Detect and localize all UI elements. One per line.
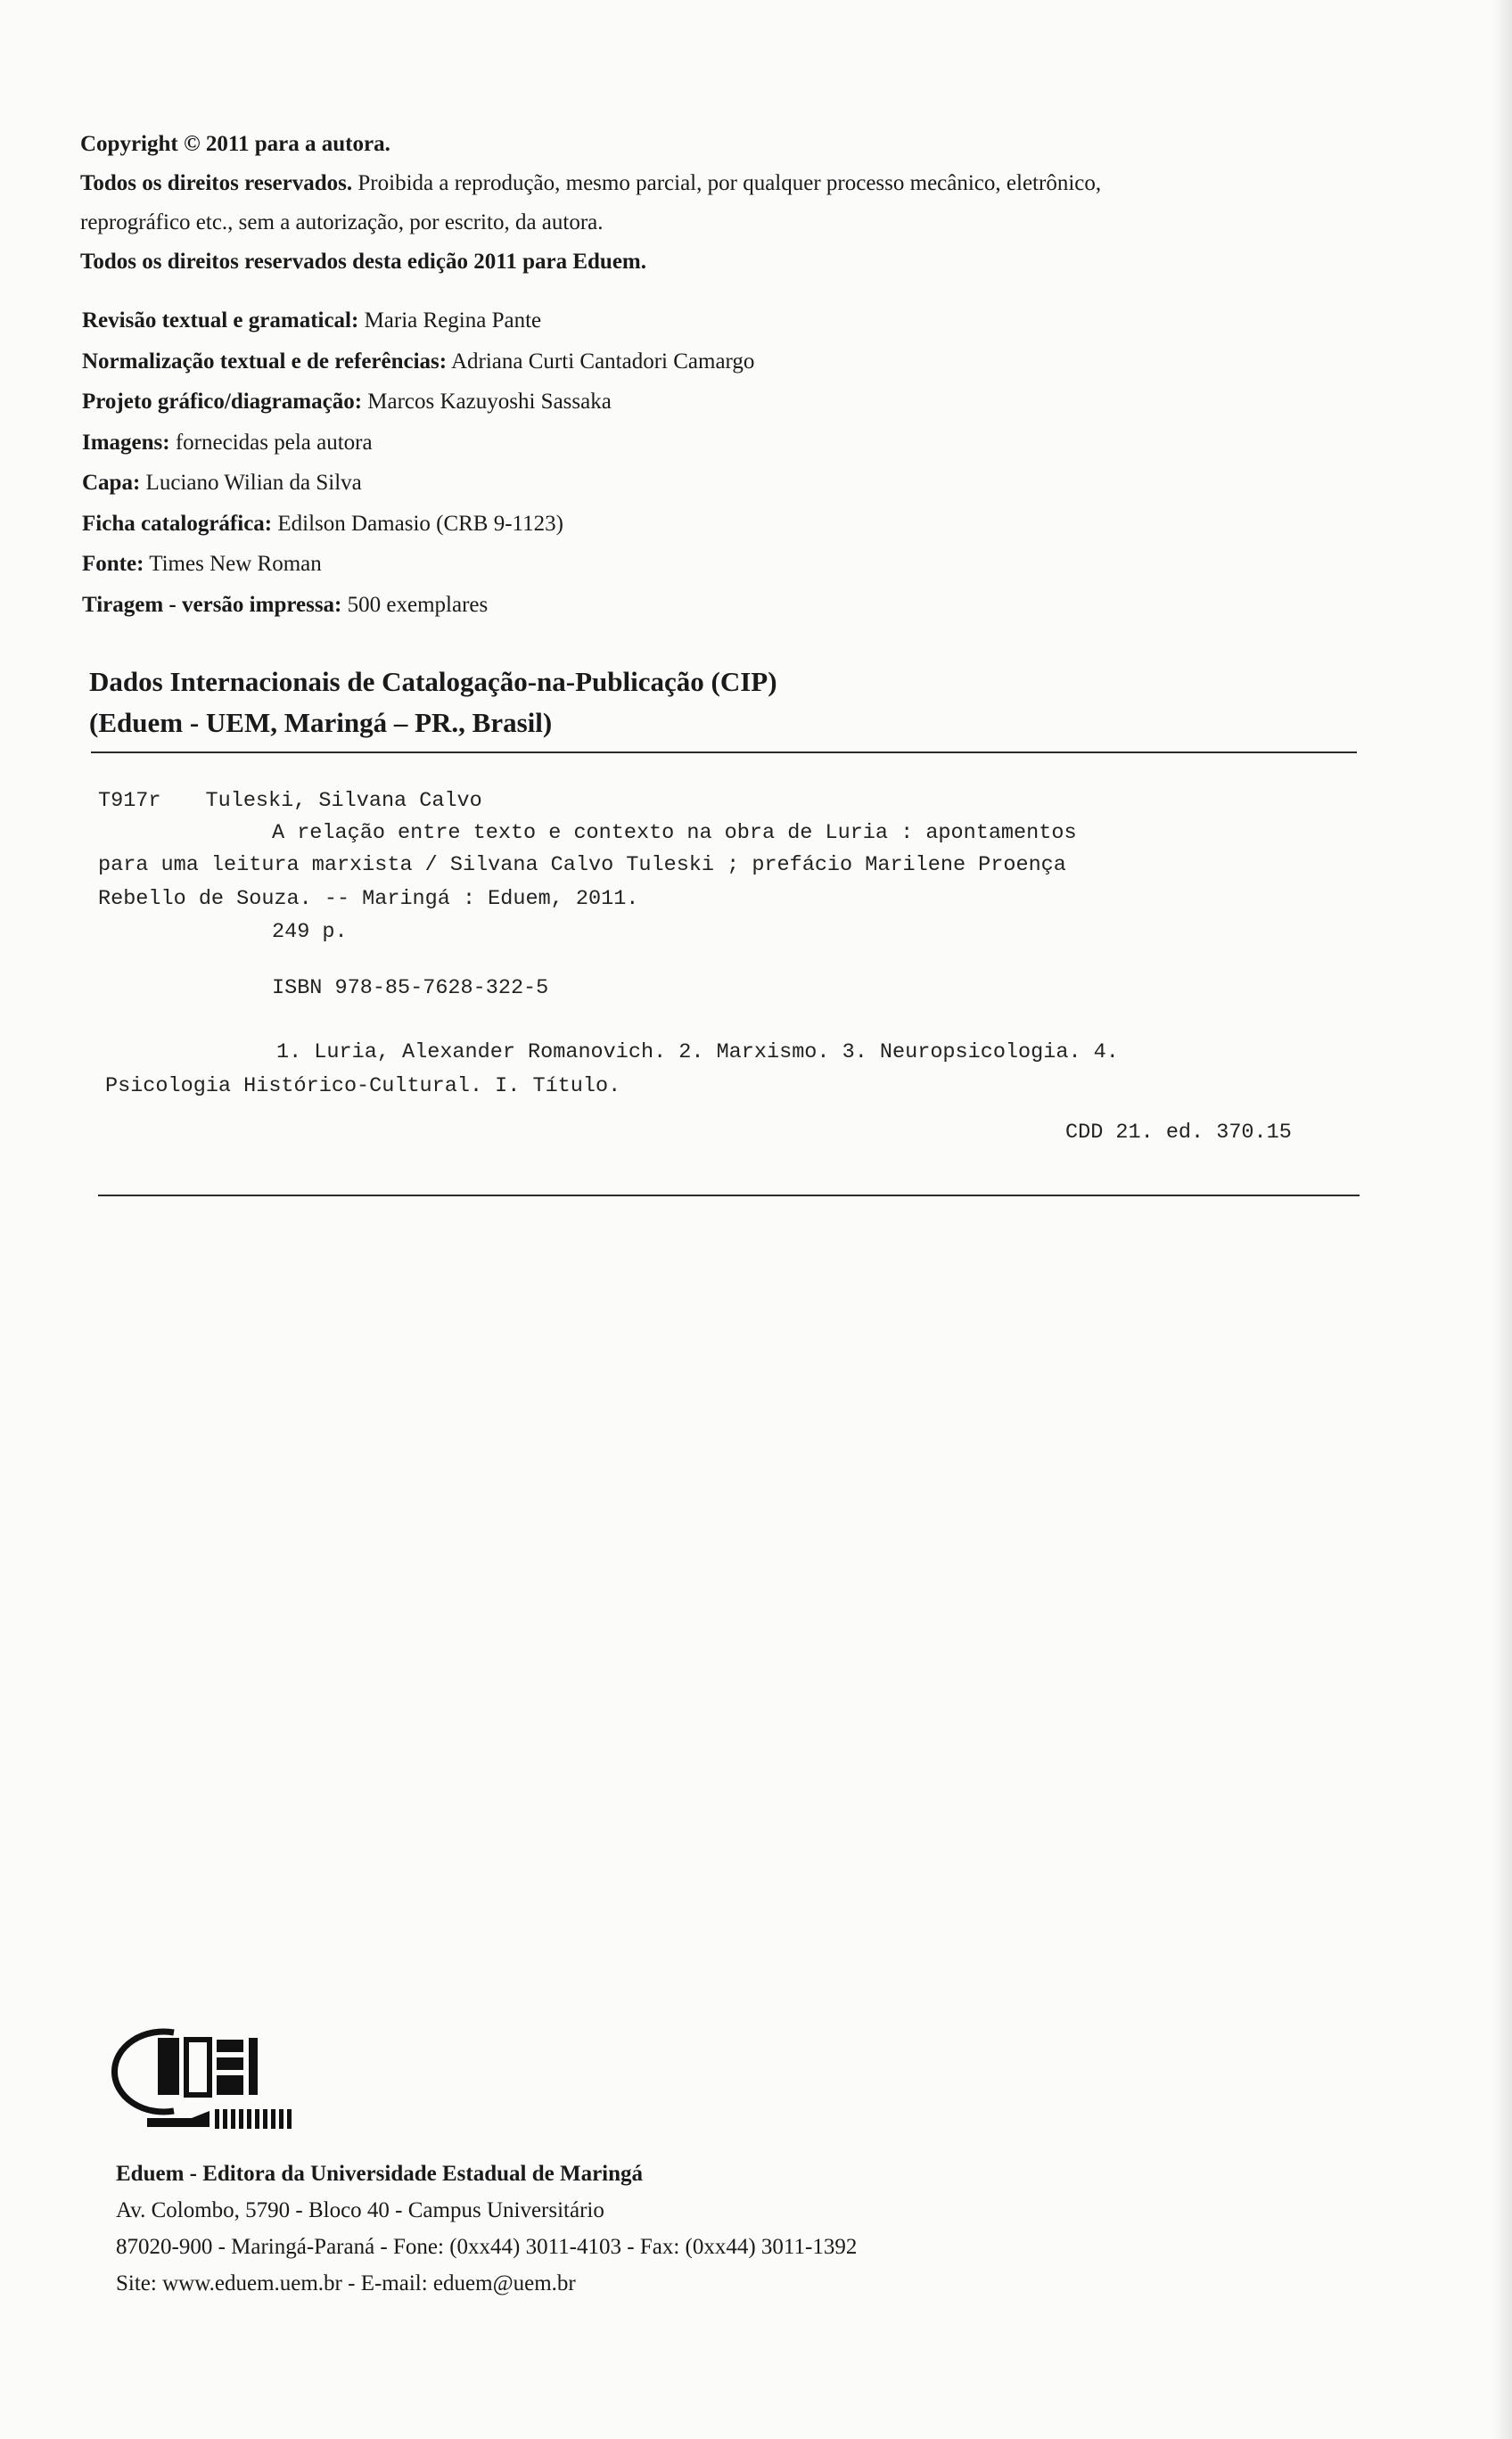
card-cdd: CDD 21. ed. 370.15 <box>1065 1121 1292 1145</box>
credit-item <box>82 349 1241 390</box>
card-subjects: Psicologia Histórico-Cultural. I. Título. <box>105 1074 621 1098</box>
rights-reserved-line <box>80 164 1328 203</box>
credit-label: Imagens: <box>82 430 170 455</box>
cip-bottom-rule <box>98 1195 1360 1196</box>
card-title-line: para uma leitura marxista / Silvana Calvo Tuleski ; prefácio Marilene Proença <box>98 853 1066 877</box>
credits-list <box>82 308 1241 633</box>
edition-rights-line: Todos os direitos reservados desta edição 2011 para Eduem. <box>80 250 646 274</box>
card-pages: 249 p. <box>272 920 348 944</box>
publisher-site: Site: www.eduem.uem.br - E-mail: eduem@uem.br <box>116 2271 576 2295</box>
credit-value: Adriana Curti Cantadori Camargo <box>447 349 755 374</box>
card-isbn: ISBN 978-85-7628-322-5 <box>272 976 549 1000</box>
credit-label: Projeto gráfico/diagramação: <box>82 390 363 414</box>
credit-label: Normalização textual e de referências: <box>82 349 448 374</box>
credit-item <box>82 471 1241 512</box>
credit-value: Marcos Kazuyoshi Sassaka <box>362 390 612 414</box>
card-author: Tuleski, Silvana Calvo <box>205 789 482 813</box>
publisher-block <box>116 2156 857 2302</box>
credit-label: Capa: <box>82 471 141 495</box>
publisher-address: Av. Colombo, 5790 - Bloco 40 - Campus Universitário <box>116 2198 604 2222</box>
credit-item <box>82 390 1241 431</box>
credit-label: Tiragem - versão impressa: <box>82 592 342 617</box>
credit-item <box>82 593 1241 634</box>
eduem-logo <box>111 2022 325 2133</box>
credit-item <box>82 431 1241 472</box>
card-imprint-line: Rebello de Souza. -- Maringá : Eduem, 2011. <box>98 887 639 911</box>
credit-value: 500 exemplares <box>341 592 489 617</box>
reproduction-line: reprográfico etc., sem a autorização, por escrito, da autora. <box>80 210 604 234</box>
credit-value: Times New Roman <box>144 552 322 576</box>
card-heading-row <box>98 789 482 813</box>
copyright-line: Copyright © 2011 para a autora. <box>80 132 390 156</box>
card-subjects: 1. Luria, Alexander Romanovich. 2. Marxismo. 3. Neuropsicologia. 4. <box>276 1040 1119 1064</box>
publisher-contact: 87020-900 - Maringá-Paraná - Fone: (0xx44) 3011-4103 - Fax: (0xx44) 3011-1392 <box>116 2235 858 2259</box>
page-edge-shadow <box>1492 0 1512 2439</box>
call-number: T917r <box>98 789 161 813</box>
copyright-block <box>80 125 1328 282</box>
credit-item <box>82 308 1241 349</box>
credit-value: Maria Regina Pante <box>358 308 542 333</box>
rights-reserved-text: Proibida a reprodução, mesmo parcial, por qualquer processo mecânico, eletrônico, <box>352 171 1102 195</box>
cip-subtitle: (Eduem - UEM, Maringá – PR., Brasil) <box>89 707 553 738</box>
cip-header <box>89 661 777 743</box>
credit-item <box>82 552 1241 593</box>
credit-value: Edilson Damasio (CRB 9-1123) <box>272 511 563 536</box>
cip-top-rule <box>91 751 1357 753</box>
cip-title: Dados Internacionais de Catalogação-na-Publicação (CIP) <box>89 666 777 697</box>
credit-item <box>82 512 1241 553</box>
card-title-line: A relação entre texto e contexto na obra de Luria : apontamentos <box>272 821 1077 845</box>
publisher-name: Eduem - Editora da Universidade Estadual de Maringá <box>116 2162 644 2186</box>
credit-label: Revisão textual e gramatical: <box>82 308 359 333</box>
credit-value: fornecidas pela autora <box>169 430 373 455</box>
credit-label: Ficha catalográfica: <box>82 511 273 536</box>
credit-value: Luciano Wilian da Silva <box>140 471 362 495</box>
credit-label: Fonte: <box>82 552 144 576</box>
rights-reserved-label: Todos os direitos reservados. <box>80 171 353 195</box>
